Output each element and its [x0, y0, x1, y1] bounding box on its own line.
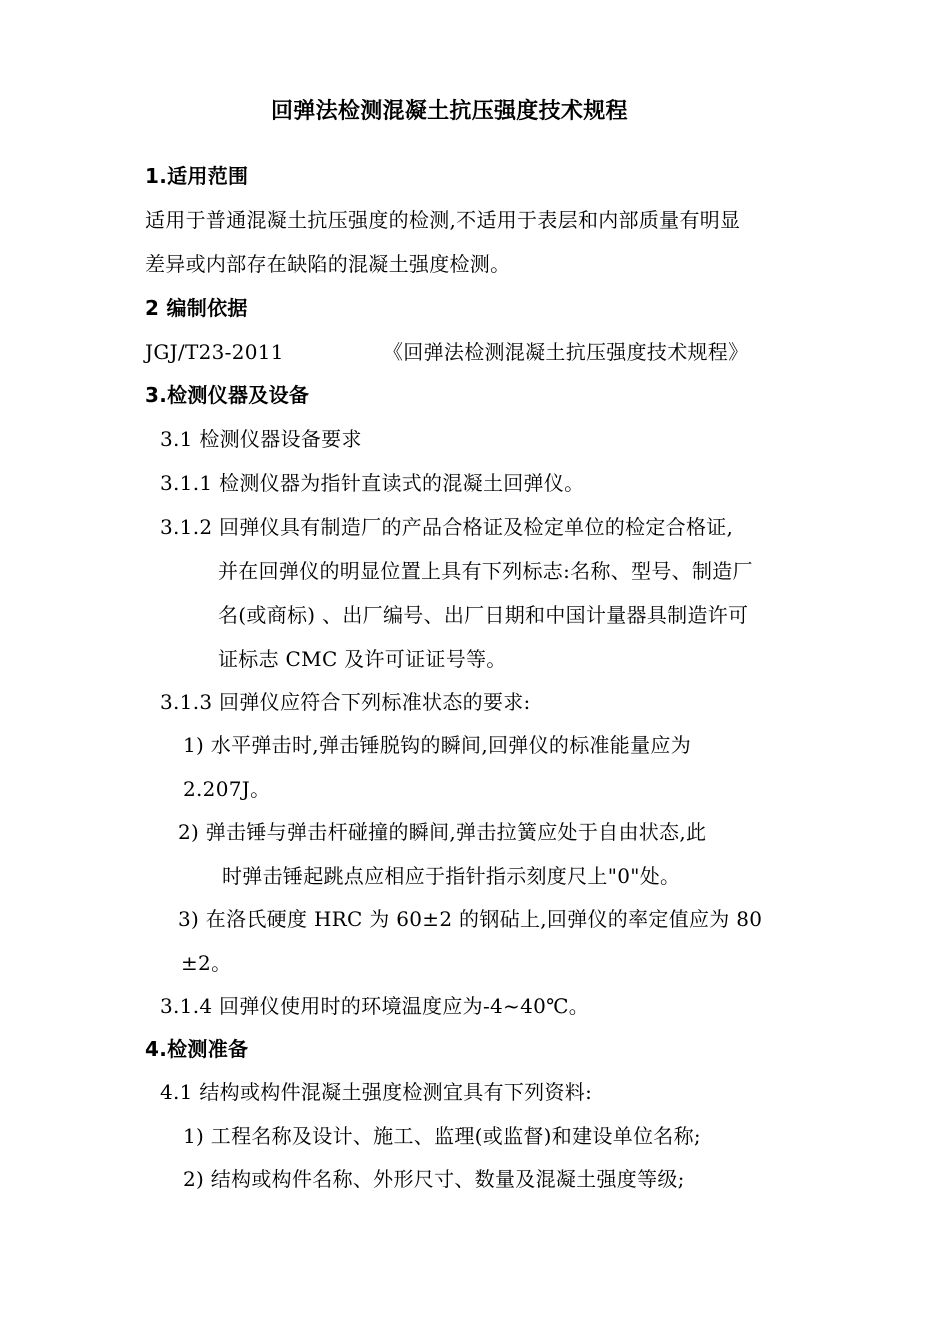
paragraph-line: 3.1.4 回弹仪使用时的环境温度应为-4~40℃。 — [160, 994, 590, 1018]
standard-name: 《回弹法检测混凝土抗压强度技术规程》 — [383, 340, 749, 364]
standard-code: JGJ/T23-2011 — [145, 340, 284, 364]
paragraph-line: 3.1.1 检测仪器为指针直读式的混凝土回弹仪。 — [160, 471, 585, 495]
paragraph-line: 3.1.3 回弹仪应符合下列标准状态的要求: — [160, 690, 531, 714]
list-item-continuation: ±2。 — [181, 951, 232, 975]
document-title: 回弹法检测混凝土抗压强度技术规程 — [271, 99, 628, 124]
list-item: 2) 结构或构件名称、外形尺寸、数量及混凝土强度等级; — [183, 1167, 685, 1191]
list-item: 2) 弹击锤与弹击杆碰撞的瞬间,弹击拉簧应处于自由状态,此 — [178, 820, 707, 844]
paragraph-line: 并在回弹仪的明显位置上具有下列标志:名称、型号、制造厂 — [218, 559, 753, 583]
list-item: 1) 水平弹击时,弹击锤脱钩的瞬间,回弹仪的标准能量应为 — [183, 733, 691, 757]
list-item-continuation: 时弹击锤起跳点应相应于指针指示刻度尺上"0"处。 — [222, 864, 681, 888]
section-heading-instruments: 3.检测仪器及设备 — [145, 383, 310, 407]
section-heading-preparation: 4.检测准备 — [145, 1037, 249, 1061]
paragraph-line: 3.1 检测仪器设备要求 — [160, 427, 362, 451]
list-item-continuation: 2.207J。 — [183, 777, 271, 801]
list-item: 3) 在洛氏硬度 HRC 为 60±2 的钢砧上,回弹仪的率定值应为 80 — [178, 907, 763, 931]
paragraph-line: 名(或商标) 、出厂编号、出厂日期和中国计量器具制造许可 — [218, 603, 749, 627]
paragraph-line: 证标志 CMC 及许可证证号等。 — [218, 647, 507, 671]
section-heading-scope: 1.适用范围 — [145, 164, 249, 188]
paragraph-line: 适用于普通混凝土抗压强度的检测,不适用于表层和内部质量有明显 — [145, 208, 741, 232]
section-heading-basis: 2 编制依据 — [145, 296, 248, 320]
paragraph-line: 差异或内部存在缺陷的混凝土强度检测。 — [145, 252, 511, 276]
list-item: 1) 工程名称及设计、施工、监理(或监督)和建设单位名称; — [183, 1124, 701, 1148]
paragraph-line: 3.1.2 回弹仪具有制造厂的产品合格证及检定单位的检定合格证, — [160, 515, 734, 539]
paragraph-line: 4.1 结构或构件混凝土强度检测宜具有下列资料: — [160, 1080, 593, 1104]
